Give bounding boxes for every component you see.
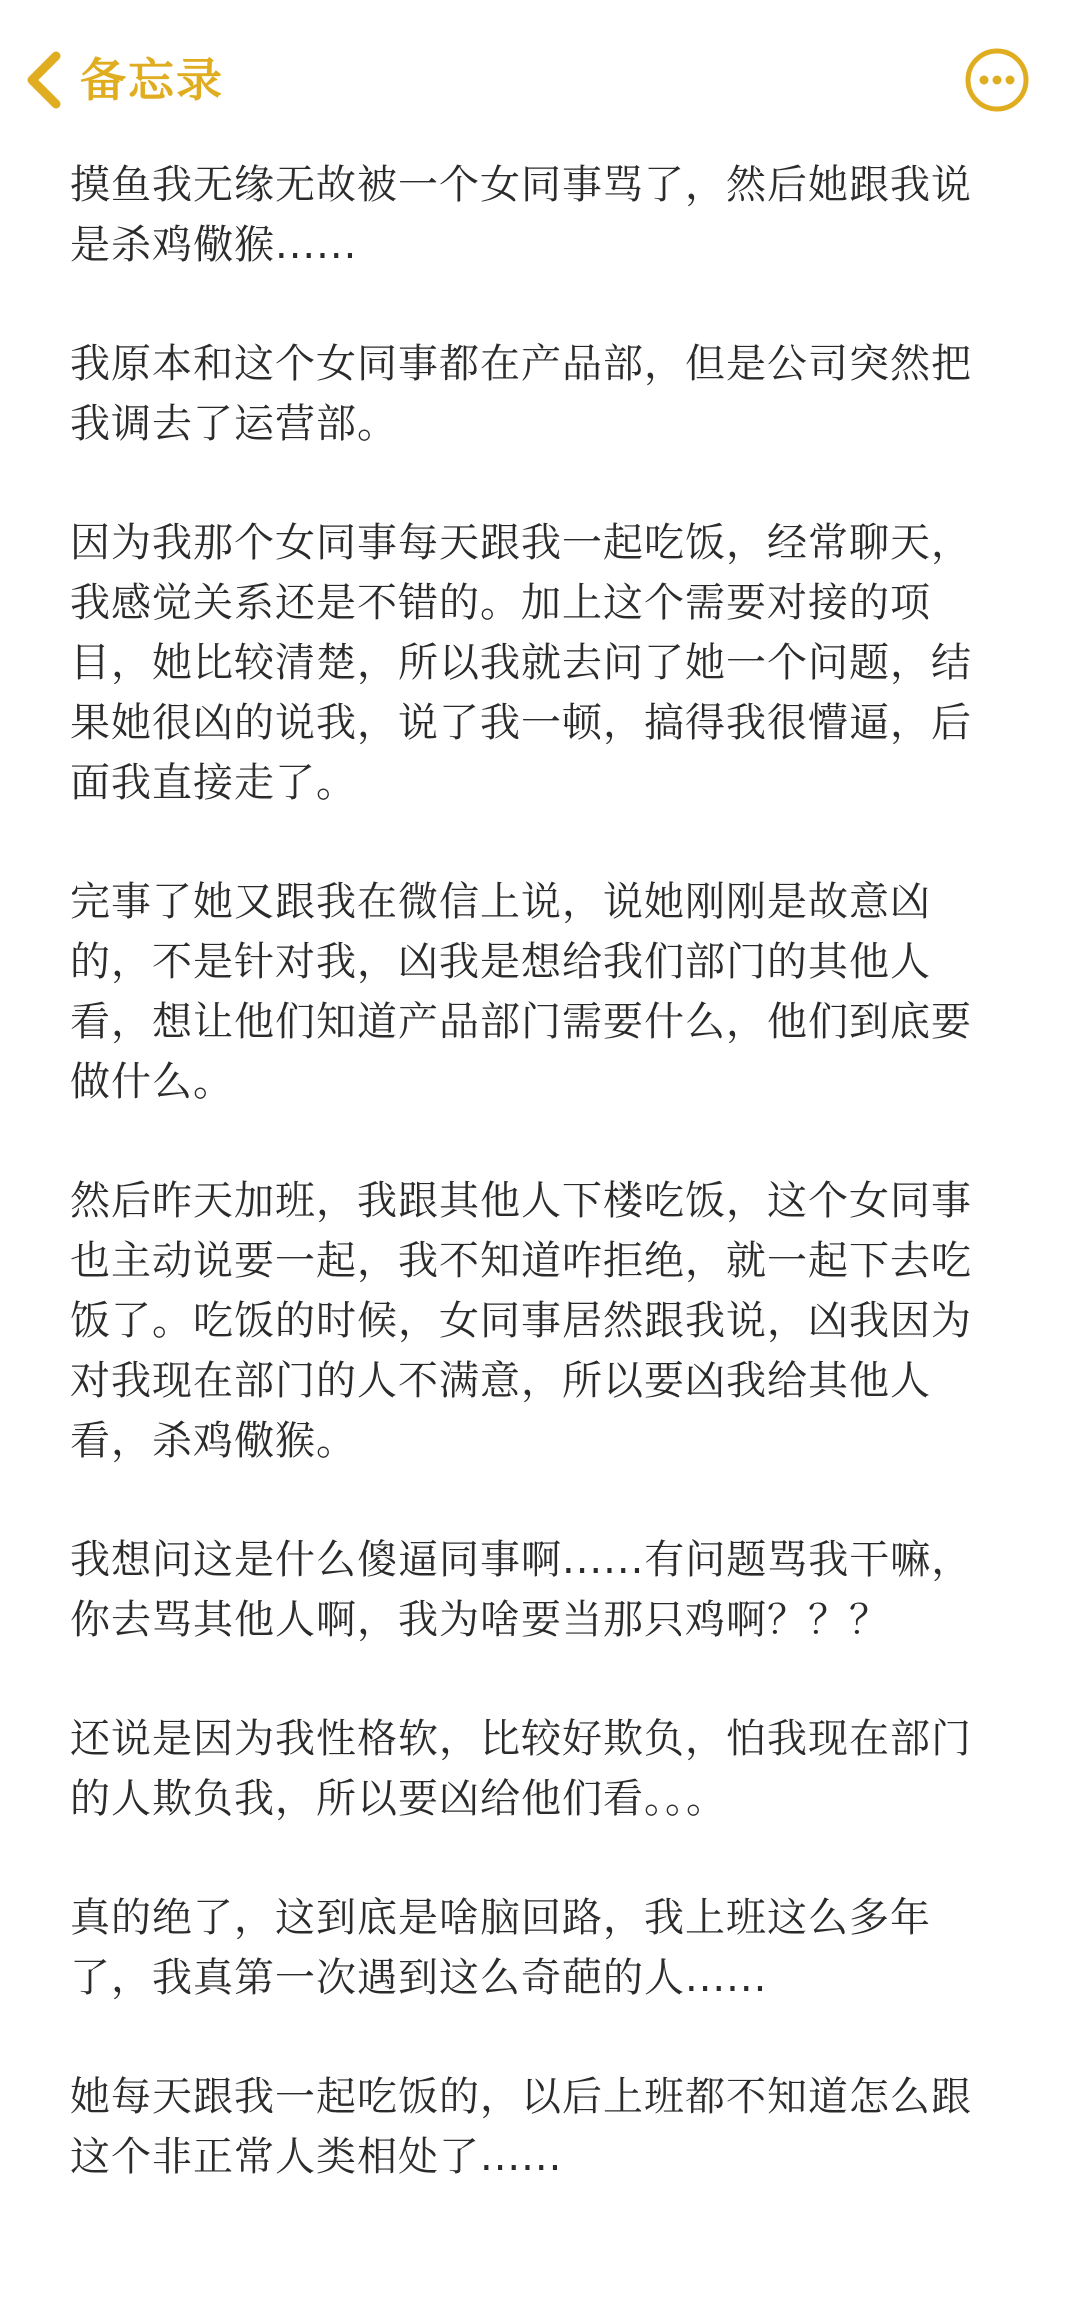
back-button[interactable]: [20, 40, 224, 120]
note-paragraph: 然后昨天加班，我跟其他人下楼吃饭，这个女同事 也主动说要一起，我不知道咋拒绝，就一起下去吃 饭了。吃饭的时候，女同事居然跟我说，凶我因为 对我现在部门的人不满意，所以要凶我给其他人 看，杀鸡儆猴。: [70, 1178, 972, 1464]
note-paragraph: 她每天跟我一起吃饭的，以后上班都不知道怎么跟 这个非正常人类相处了......: [70, 2074, 972, 2180]
note-content[interactable]: [70, 155, 1015, 2246]
navigation-bar: [0, 0, 1080, 160]
back-label: 备忘录: [80, 53, 224, 107]
note-paragraph: 完事了她又跟我在微信上说，说她刚刚是故意凶 的，不是针对我，凶我是想给我们部门的其他人 看，想让他们知道产品部门需要什么，他们到底要 做什么。: [70, 879, 972, 1105]
ellipsis-circle-icon: [963, 46, 1031, 114]
note-paragraph: 因为我那个女同事每天跟我一起吃饭，经常聊天， 我感觉关系还是不错的。加上这个需要对接的项 目，她比较清楚，所以我就去问了她一个问题，结 果她很凶的说我，说了我一顿，搞得我很懵逼，后 面我直接走了。: [70, 520, 972, 806]
note-paragraph: 摸鱼我无缘无故被一个女同事骂了，然后她跟我说 是杀鸡儆猴......: [70, 162, 972, 268]
note-paragraph: 还说是因为我性格软，比较好欺负，怕我现在部门 的人欺负我，所以要凶给他们看。。。: [70, 1716, 972, 1822]
chevron-left-icon: [20, 48, 68, 112]
note-paragraph: 我想问这是什么傻逼同事啊......有问题骂我干嘛， 你去骂其他人啊，我为啥要当那只鸡啊？？？: [70, 1537, 973, 1643]
more-options-button[interactable]: [963, 46, 1031, 114]
note-paragraph: 真的绝了，这到底是啥脑回路，我上班这么多年 了，我真第一次遇到这么奇葩的人......: [70, 1895, 931, 2001]
note-paragraph: 我原本和这个女同事都在产品部，但是公司突然把 我调去了运营部。: [70, 341, 972, 447]
